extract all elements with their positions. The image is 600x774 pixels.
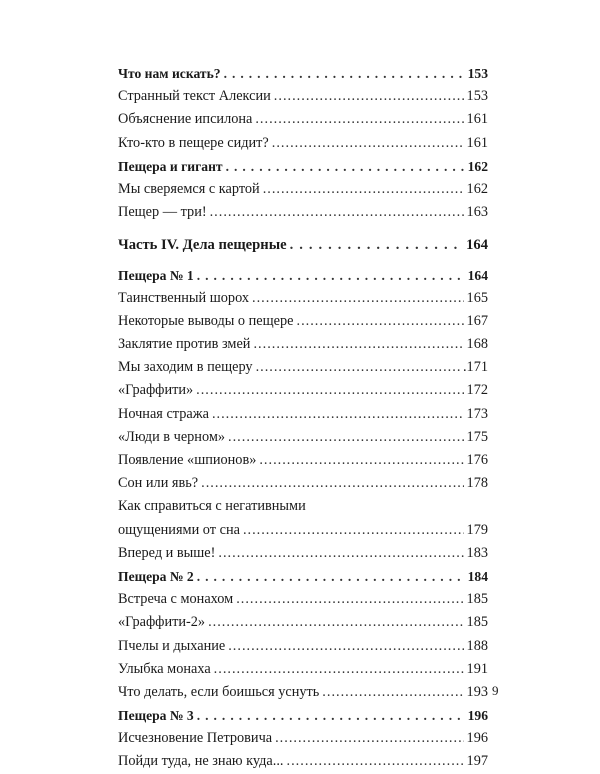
toc-entry <box>118 750 488 773</box>
toc-entry <box>118 681 488 704</box>
toc-entry-title: Кто-кто в пещере сидит? <box>118 134 269 151</box>
toc-entry-page: 176 <box>466 452 488 468</box>
toc-entry-page: 179 <box>466 521 488 538</box>
toc-entry-title: Пещера № 3 <box>118 708 194 724</box>
dot-leader <box>287 750 464 773</box>
toc-entry <box>118 201 488 224</box>
toc-entry-title: Странный текст Алексии <box>118 88 271 105</box>
toc-entry-page: 172 <box>466 382 488 399</box>
toc-entry-title: «Люди в черном» <box>118 428 226 445</box>
toc-entry-page: 178 <box>466 475 488 492</box>
dot-leader <box>252 287 464 310</box>
dot-leader <box>322 681 463 704</box>
toc-entry <box>118 178 488 201</box>
dot-leader <box>275 727 463 750</box>
toc-entry-title: Появление «шпионов» <box>118 452 257 468</box>
table-of-contents <box>118 62 488 774</box>
dot-leader <box>259 449 463 472</box>
toc-entry <box>118 542 488 565</box>
dot-leader <box>201 472 463 495</box>
page-number: 9 <box>492 683 499 698</box>
dot-leader <box>196 379 463 402</box>
toc-section-heading <box>118 565 488 588</box>
toc-entry-title: Пчелы и дыхание <box>118 637 226 654</box>
toc-entry <box>118 519 488 542</box>
toc-entry-page: 167 <box>466 312 488 329</box>
toc-entry <box>118 426 488 449</box>
dot-leader <box>297 310 464 333</box>
toc-entry-title: Пещера и гигант <box>118 158 223 174</box>
toc-entry-page: 165 <box>466 289 488 306</box>
toc-entry-page: 153 <box>467 66 488 81</box>
dot-leader <box>272 132 464 155</box>
toc-entry-page: .171 <box>462 359 488 376</box>
toc-entry-title: Часть IV. Дела пещерные <box>118 237 287 254</box>
toc-entry-title: Вперед и выше! <box>118 544 216 561</box>
toc-entry-page: 173 <box>466 405 488 422</box>
toc-entry <box>118 310 488 333</box>
toc-entry-title: Встреча с монахом <box>118 591 234 608</box>
dot-leader <box>243 519 464 542</box>
toc-entry-title: Улыбка монаха <box>118 660 211 677</box>
dot-leader <box>228 426 464 449</box>
toc-entry-title: Таинственный шорох <box>118 289 250 306</box>
dot-leader <box>224 62 465 85</box>
dot-leader <box>263 178 464 201</box>
toc-entry <box>118 333 488 356</box>
dot-leader <box>226 155 465 178</box>
toc-section-heading <box>118 155 488 178</box>
toc-entry-page: 162 <box>467 158 488 174</box>
toc-entry <box>118 356 488 379</box>
dot-leader <box>197 565 465 588</box>
dot-leader <box>212 403 464 426</box>
toc-section-heading <box>118 264 488 287</box>
toc-entry-title: «Граффити-2» <box>118 614 206 631</box>
toc-section-heading <box>118 62 488 85</box>
toc-section-heading <box>118 704 488 727</box>
toc-entry-page: 185 <box>466 614 488 631</box>
toc-entry-page: 161 <box>466 111 488 128</box>
toc-part-heading <box>118 234 488 257</box>
dot-leader <box>208 611 463 634</box>
toc-entry-title: Пойди туда, не знаю куда... <box>118 753 284 770</box>
toc-entry-title: Ночная стража <box>118 405 209 422</box>
toc-entry-title: Как справиться с негативными <box>118 498 306 515</box>
toc-entry <box>118 472 488 495</box>
dot-leader <box>214 658 464 681</box>
toc-entry <box>118 588 488 611</box>
toc-entry-title: Сон или явь? <box>118 475 199 492</box>
toc-entry-page: 164 <box>466 237 488 254</box>
toc-entry-page: 191 <box>466 660 488 677</box>
toc-entry-page: 184 <box>467 568 488 584</box>
toc-entry-title: Пещер — три! <box>118 204 207 221</box>
dot-leader <box>218 542 463 565</box>
toc-entry-title: Что делать, если боишься уснуть <box>118 683 320 700</box>
toc-entry <box>118 287 488 310</box>
toc-entry-page: 164 <box>467 267 488 283</box>
dot-leader <box>228 635 463 658</box>
toc-entry-title: Что нам искать? <box>118 66 221 81</box>
toc-entry-page: 185 <box>466 591 488 608</box>
toc-entry-title: Мы сверяемся с картой <box>118 180 260 197</box>
toc-entry-title: «Граффити» <box>118 382 194 399</box>
toc-entry <box>118 658 488 681</box>
toc-entry-page: 162 <box>466 180 488 197</box>
toc-entry <box>118 379 488 402</box>
dot-leader <box>197 264 465 287</box>
toc-entry-title: Некоторые выводы о пещере <box>118 312 294 329</box>
dot-leader <box>290 234 464 257</box>
dot-leader <box>210 201 464 224</box>
toc-entry <box>118 495 488 518</box>
toc-entry <box>118 108 488 131</box>
toc-entry-page: 188 <box>466 637 488 654</box>
dot-leader <box>274 85 464 108</box>
toc-entry <box>118 611 488 634</box>
toc-entry-page: 153 <box>466 88 488 105</box>
dot-leader <box>255 108 463 131</box>
toc-entry <box>118 635 488 658</box>
toc-entry <box>118 85 488 108</box>
dot-leader <box>236 588 463 611</box>
toc-entry-title: Исчезновение Петровича <box>118 730 273 747</box>
toc-entry-page: 183 <box>466 544 488 561</box>
toc-entry-page: 161 <box>466 134 488 151</box>
toc-entry-title: Пещера № 2 <box>118 568 194 584</box>
toc-entry-page: 193 <box>466 683 488 700</box>
toc-entry-page: 197 <box>466 753 488 770</box>
toc-entry-title: Пещера № 1 <box>118 267 194 283</box>
toc-entry-page: 196 <box>466 730 488 747</box>
dot-leader <box>253 333 463 356</box>
toc-entry-page: 175 <box>466 428 488 445</box>
dot-leader <box>256 356 460 379</box>
toc-entry-page: 168 <box>466 336 488 353</box>
dot-leader <box>197 704 465 727</box>
toc-entry <box>118 132 488 155</box>
toc-entry <box>118 449 488 472</box>
toc-entry-title: Мы заходим в пещеру <box>118 359 253 376</box>
toc-entry-title: Заклятие против змей <box>118 336 251 353</box>
toc-entry-page: 163 <box>466 204 488 221</box>
toc-entry-title: Объяснение ипсилона <box>118 111 253 128</box>
toc-entry <box>118 403 488 426</box>
toc-entry <box>118 727 488 750</box>
toc-entry-title: ощущениями от сна <box>118 521 240 538</box>
toc-entry-page: 196 <box>467 708 488 724</box>
